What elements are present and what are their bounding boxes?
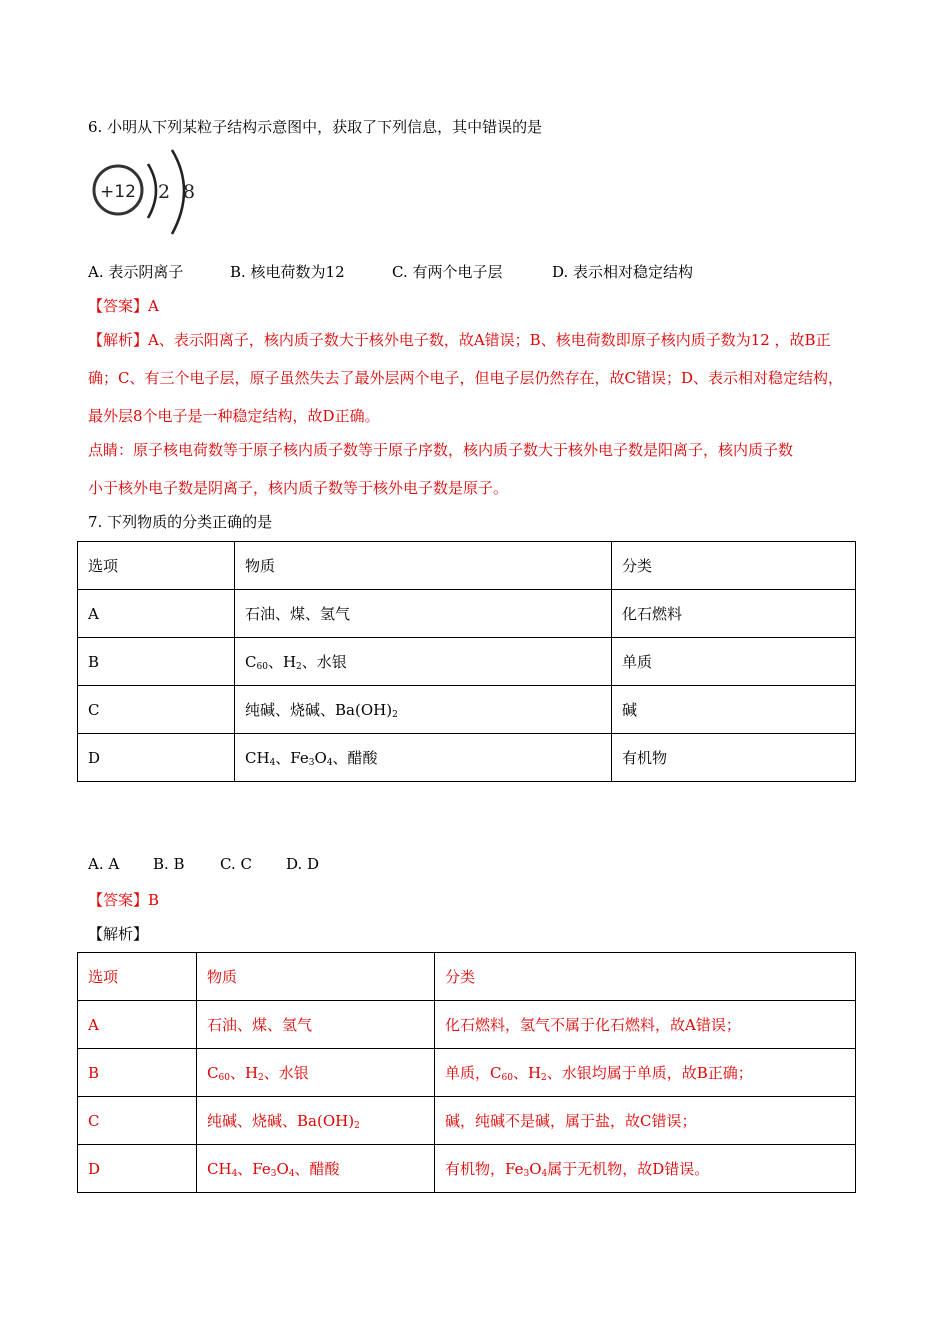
atom-structure-diagram — [88, 144, 218, 240]
table-row — [78, 638, 856, 686]
shell1-electrons: 2 — [157, 181, 171, 203]
table-row — [78, 1097, 856, 1145]
q6-option-c: C. 有两个电子层 — [392, 263, 503, 281]
q6-option-b: B. 核电荷数为12 — [230, 263, 345, 281]
q6-tip-line-2: 小于核外电子数是阴离子，核内质子数等于核外电子数是原子。 — [88, 479, 509, 497]
row-d-substance: $CH_4$、$Fe_3O_4$、醋酸 — [235, 734, 612, 782]
row-b-category: 单质 — [612, 638, 856, 686]
row-a-substance: 石油、煤、氢气 — [235, 590, 612, 638]
nucleus-charge: +12 — [100, 182, 136, 202]
table-row — [78, 734, 856, 782]
ans-row-d-category: 有机物，$Fe_3O_4$属于无机物，故D错误。 — [435, 1145, 856, 1193]
q6-option-a: A. 表示阴离子 — [88, 263, 184, 281]
table-row — [78, 1049, 856, 1097]
q7-option-a: A. A — [88, 855, 120, 873]
q6-answer: 【答案】A — [88, 297, 159, 315]
ans-header-substance: 物质 — [197, 953, 435, 1001]
table-row — [78, 590, 856, 638]
ans-row-a-category: 化石燃料，氢气不属于化石燃料，故A错误； — [435, 1001, 856, 1049]
q7-option-b: B. B — [153, 855, 185, 873]
table-header-row — [78, 542, 856, 590]
row-b-option: B — [78, 638, 235, 686]
q7-stem: 7. 下列物质的分类正确的是 — [88, 513, 273, 531]
q6-analysis-line-3: 最外层8个电子是一种稳定结构，故D正确。 — [88, 407, 380, 425]
row-a-option: A — [78, 590, 235, 638]
shell2-electrons: 8 — [182, 181, 196, 203]
ans-row-c-option: C — [78, 1097, 197, 1145]
q6-tip-line-1: 点睛：原子核电荷数等于原子核内质子数等于原子序数，核内质子数大于核外电子数是阳离子，核内质子数 — [88, 441, 794, 459]
ans-header-option: 选项 — [78, 953, 197, 1001]
q6-options — [88, 261, 693, 282]
q7-option-c: C. C — [220, 855, 252, 873]
row-d-option: D — [78, 734, 235, 782]
ans-row-d-option: D — [78, 1145, 197, 1193]
shell-arc-1 — [148, 164, 156, 218]
table-row — [78, 1001, 856, 1049]
header-category: 分类 — [612, 542, 856, 590]
q7-table — [77, 541, 856, 782]
q7-analysis-label: 【解析】 — [88, 925, 149, 943]
ans-row-d-substance: $CH_4$、$Fe_3O_4$、醋酸 — [197, 1145, 435, 1193]
q7-answer: 【答案】B — [88, 891, 160, 909]
q7-option-d: D. D — [286, 855, 320, 873]
row-a-category: 化石燃料 — [612, 590, 856, 638]
ans-row-b-substance: $C_{60}$、$H_2$、水银 — [197, 1049, 435, 1097]
table-row — [78, 1145, 856, 1193]
row-c-substance: 纯碱、烧碱、$Ba(OH)_2$ — [235, 686, 612, 734]
row-c-option: C — [78, 686, 235, 734]
header-option: 选项 — [78, 542, 235, 590]
header-substance: 物质 — [235, 542, 612, 590]
ans-row-c-substance: 纯碱、烧碱、$Ba(OH)_2$ — [197, 1097, 435, 1145]
table-row — [78, 686, 856, 734]
ans-row-b-option: B — [78, 1049, 197, 1097]
q6-analysis-line-2: 确；C、有三个电子层，原子虽然失去了最外层两个电子，但电子层仍然存在，故C错误；D、表示相对稳定结构， — [88, 369, 843, 387]
table-header-row — [78, 953, 856, 1001]
row-c-category: 碱 — [612, 686, 856, 734]
ans-row-b-category: 单质，$C_{60}$、$H_2$、水银均属于单质，故B正确； — [435, 1049, 856, 1097]
q7-options — [88, 855, 319, 873]
q6-option-d: D. 表示相对稳定结构 — [552, 263, 694, 281]
q6-stem: 6. 小明从下列某粒子结构示意图中，获取了下列信息，其中错误的是 — [88, 118, 543, 136]
row-b-substance: $C_{60}$、$H_2$、水银 — [235, 638, 612, 686]
ans-row-c-category: 碱，纯碱不是碱，属于盐，故C错误； — [435, 1097, 856, 1145]
q7-analysis-table — [77, 952, 856, 1193]
ans-row-a-substance: 石油、煤、氢气 — [197, 1001, 435, 1049]
row-d-category: 有机物 — [612, 734, 856, 782]
ans-header-category: 分类 — [435, 953, 856, 1001]
q6-analysis-line-1: 【解析】A、表示阳离子，核内质子数大于核外电子数，故A错误；B、核电荷数即原子核内质子数为12 ，故B正 — [88, 331, 831, 349]
ans-row-a-option: A — [78, 1001, 197, 1049]
